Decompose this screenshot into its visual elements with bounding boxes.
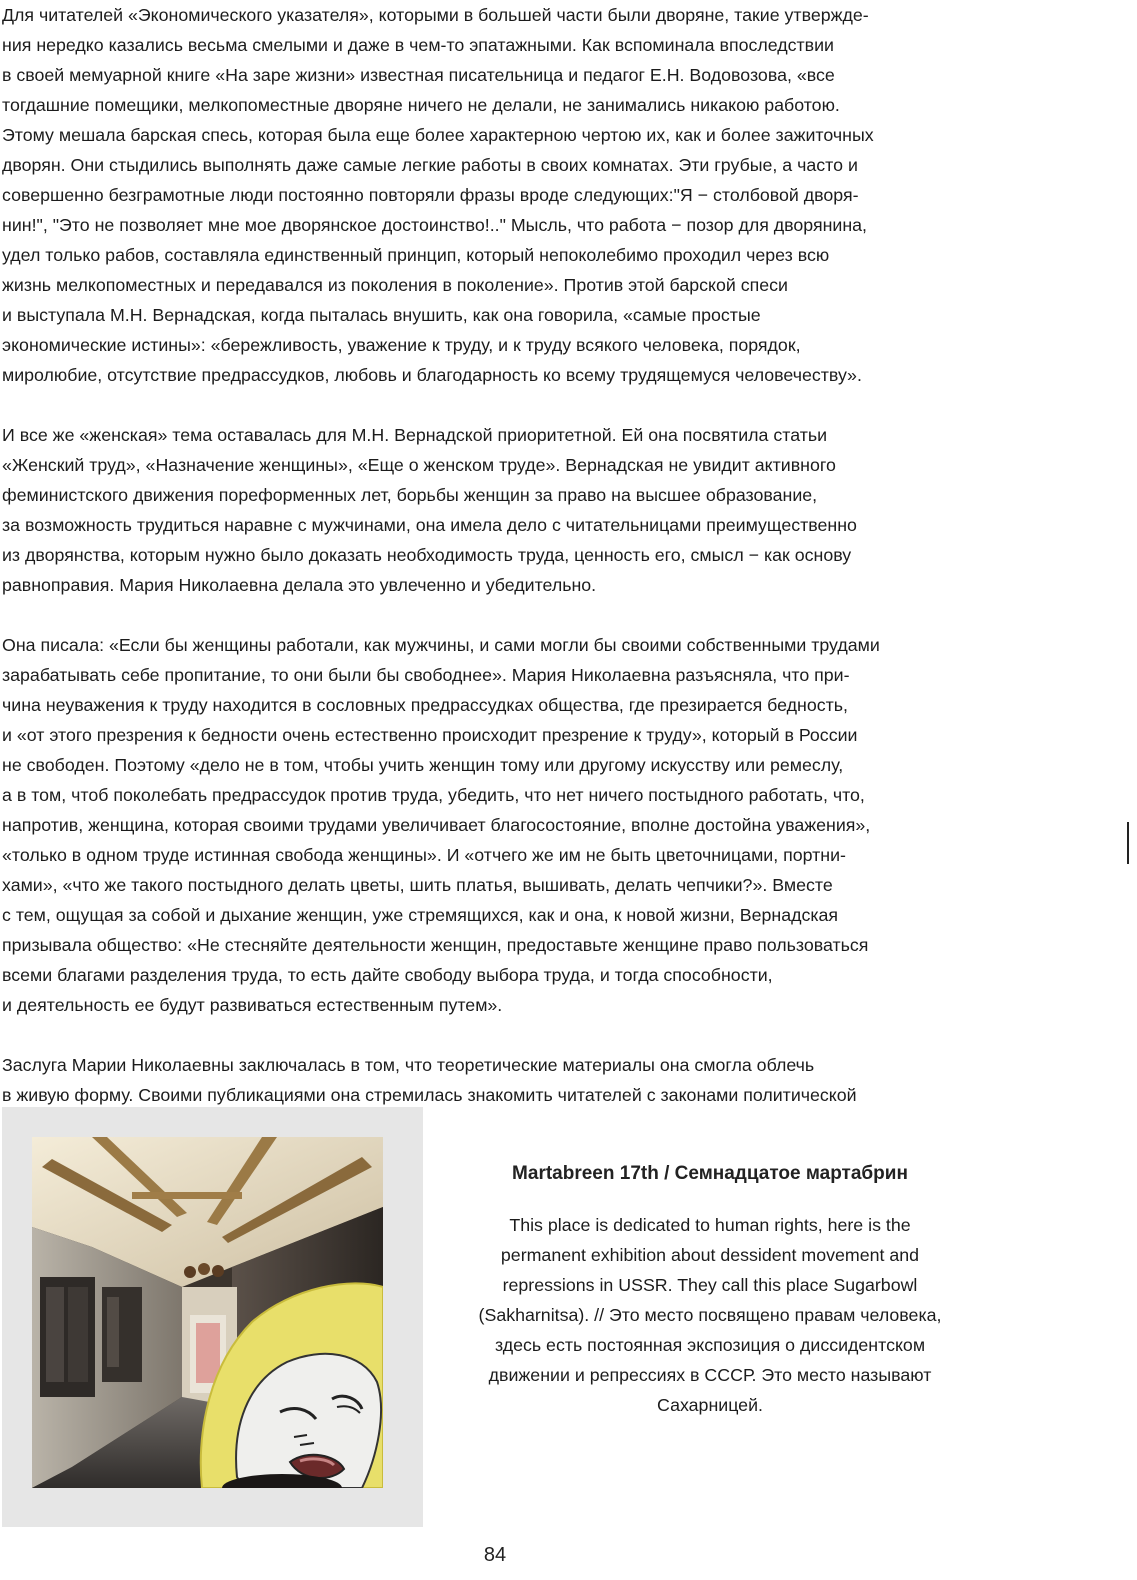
text-line: феминистского движения пореформенных лет, борьбы женщин за право на высшее образование, bbox=[2, 485, 818, 505]
text-line: не свободен. Поэтому «дело не в том, чтобы учить женщин тому или другому искусству или ремеслу, bbox=[2, 755, 844, 775]
paragraph-gap bbox=[2, 1020, 1002, 1050]
text-line: а в том, чтоб поколебать предрассудок против труда, убедить, что нет ничего постыдного работать, что, bbox=[2, 785, 865, 805]
text-line: из дворянства, которым нужно было доказать необходимость труда, ценность его, смысл − как основу bbox=[2, 545, 852, 565]
paragraph-1 bbox=[2, 0, 1002, 390]
page-number: 84 bbox=[483, 1544, 507, 1566]
caption-line: permanent exhibition about dessident movement and bbox=[500, 1245, 920, 1265]
caption-title: Martabreen 17th / Семнадцатое мартабрин bbox=[512, 1163, 908, 1184]
text-line: жизнь мелкопоместных и передавался из поколения в поколение». Против этой барской спеси bbox=[2, 275, 788, 295]
caption-line: repressions in USSR. They call this place Sugarbowl bbox=[502, 1275, 918, 1295]
text-line: Этому мешала барская спесь, которая была еще более характерною чертою их, как и более зажиточных bbox=[2, 125, 874, 145]
text-line: зарабатывать себе пропитание, то они были бы свободнее». Мария Николаевна разъясняла, что при- bbox=[2, 665, 850, 685]
text-line: в своей мемуарной книге «На заре жизни» известная писательница и педагог Е.Н. Водовозова, «все bbox=[2, 65, 835, 85]
text-line: совершенно безграмотные люди постоянно повторяли фразы вроде следующих:"Я − столбовой дворя- bbox=[2, 185, 859, 205]
text-line: и «от этого презрения к бедности очень естественно происходит презрение к труду», который в России bbox=[2, 725, 858, 745]
caption-line: (Sakharnitsa). // Это место посвящено правам человека, bbox=[478, 1305, 942, 1325]
text-line: и выступала М.Н. Вернадская, когда пыталась внушить, как она говорила, «самые простые bbox=[2, 305, 761, 325]
text-line: в живую форму. Своими публикациями она стремилась знакомить читателей с законами политической bbox=[2, 1085, 857, 1105]
text-line: призывала общество: «Не стесняйте деятельности женщин, предоставьте женщине право пользоваться bbox=[2, 935, 869, 955]
museum-photo-with-drawing bbox=[32, 1137, 383, 1488]
caption-line: This place is dedicated to human rights, here is the bbox=[509, 1215, 911, 1235]
text-line: напротив, женщина, которая своими трудами увеличивает благосостояние, вполне достойна уважения», bbox=[2, 815, 871, 835]
text-line: Для читателей «Экономического указателя», которыми в большей части были дворяне, такие утвержде- bbox=[2, 5, 869, 25]
text-line: ния нередко казались весьма смелыми и даже в чем-то эпатажными. Как вспоминала впоследствии bbox=[2, 35, 834, 55]
photo-illustration bbox=[32, 1137, 383, 1488]
text-line: с тем, ощущая за собой и дыхание женщин, уже стремящихся, как и она, к новой жизни, Вернадская bbox=[2, 905, 839, 925]
text-line: И все же «женская» тема оставалась для М.Н. Вернадской приоритетной. Ей она посвятила статьи bbox=[2, 425, 828, 445]
caption-line: здесь есть постоянная экспозиция о диссидентском bbox=[494, 1335, 926, 1355]
text-line: тогдашние помещики, мелкопоместные дворяне ничего не делали, не занимались никакою работою. bbox=[2, 95, 840, 115]
text-line: «только в одном труде истинная свобода женщины». И «отчего же им не быть цветочницами, портни- bbox=[2, 845, 846, 865]
text-line: миролюбие, отсутствие предрассудков, любовь и благодарность ко всему трудящемуся человечеству». bbox=[2, 365, 862, 385]
body-text bbox=[2, 0, 1002, 1110]
paragraph-2 bbox=[2, 420, 1002, 600]
caption-line: Сахарницей. bbox=[657, 1395, 763, 1415]
text-line: Она писала: «Если бы женщины работали, как мужчины, и сами могли бы своими собственными трудами bbox=[2, 635, 880, 655]
text-line: и деятельность ее будут развиваться естественным путем». bbox=[2, 995, 503, 1015]
photo-caption bbox=[440, 1160, 980, 1420]
text-line: равноправия. Мария Николаевна делала это увлеченно и убедительно. bbox=[2, 575, 597, 595]
text-line: чина неуважения к труду находится в сословных предрассудках общества, где презирается бедность, bbox=[2, 695, 848, 715]
paragraph-gap bbox=[2, 600, 1002, 630]
paragraph-gap bbox=[2, 390, 1002, 420]
text-line: всеми благами разделения труда, то есть дайте свободу выбора труда, и тогда способности, bbox=[2, 965, 773, 985]
text-line: «Женский труд», «Назначение женщины», «Еще о женском труде». Вернадская не увидит активного bbox=[2, 455, 836, 475]
caption-line: движении и репрессиях в СССР. Это место называют bbox=[488, 1365, 932, 1385]
text-line: нин!", "Это не позволяет мне мое дворянское достоинство!.." Мысль, что работа − позор для дворянина, bbox=[2, 215, 867, 235]
paragraph-4 bbox=[2, 1050, 1002, 1110]
photo-panel bbox=[2, 1107, 423, 1527]
text-line: за возможность трудиться наравне с мужчинами, она имела дело с читательницами преимущественно bbox=[2, 515, 857, 535]
text-line: Заслуга Марии Николаевны заключалась в том, что теоретические материалы она смогла облечь bbox=[2, 1055, 815, 1075]
text-line: хами», «что же такого постыдного делать цветы, шить платья, вышивать, делать чепчики?». Вместе bbox=[2, 875, 833, 895]
margin-mark bbox=[1127, 822, 1129, 864]
text-line: экономические истины»: «бережливость, уважение к труду, и к труду всякого человека, порядок, bbox=[2, 335, 801, 355]
text-line: дворян. Они стыдились выполнять даже самые легкие работы в своих комнатах. Эти грубые, а часто и bbox=[2, 155, 858, 175]
paragraph-3 bbox=[2, 630, 1002, 1020]
text-line: удел только рабов, составляла единственный принцип, который непоколебимо проходил через всю bbox=[2, 245, 830, 265]
